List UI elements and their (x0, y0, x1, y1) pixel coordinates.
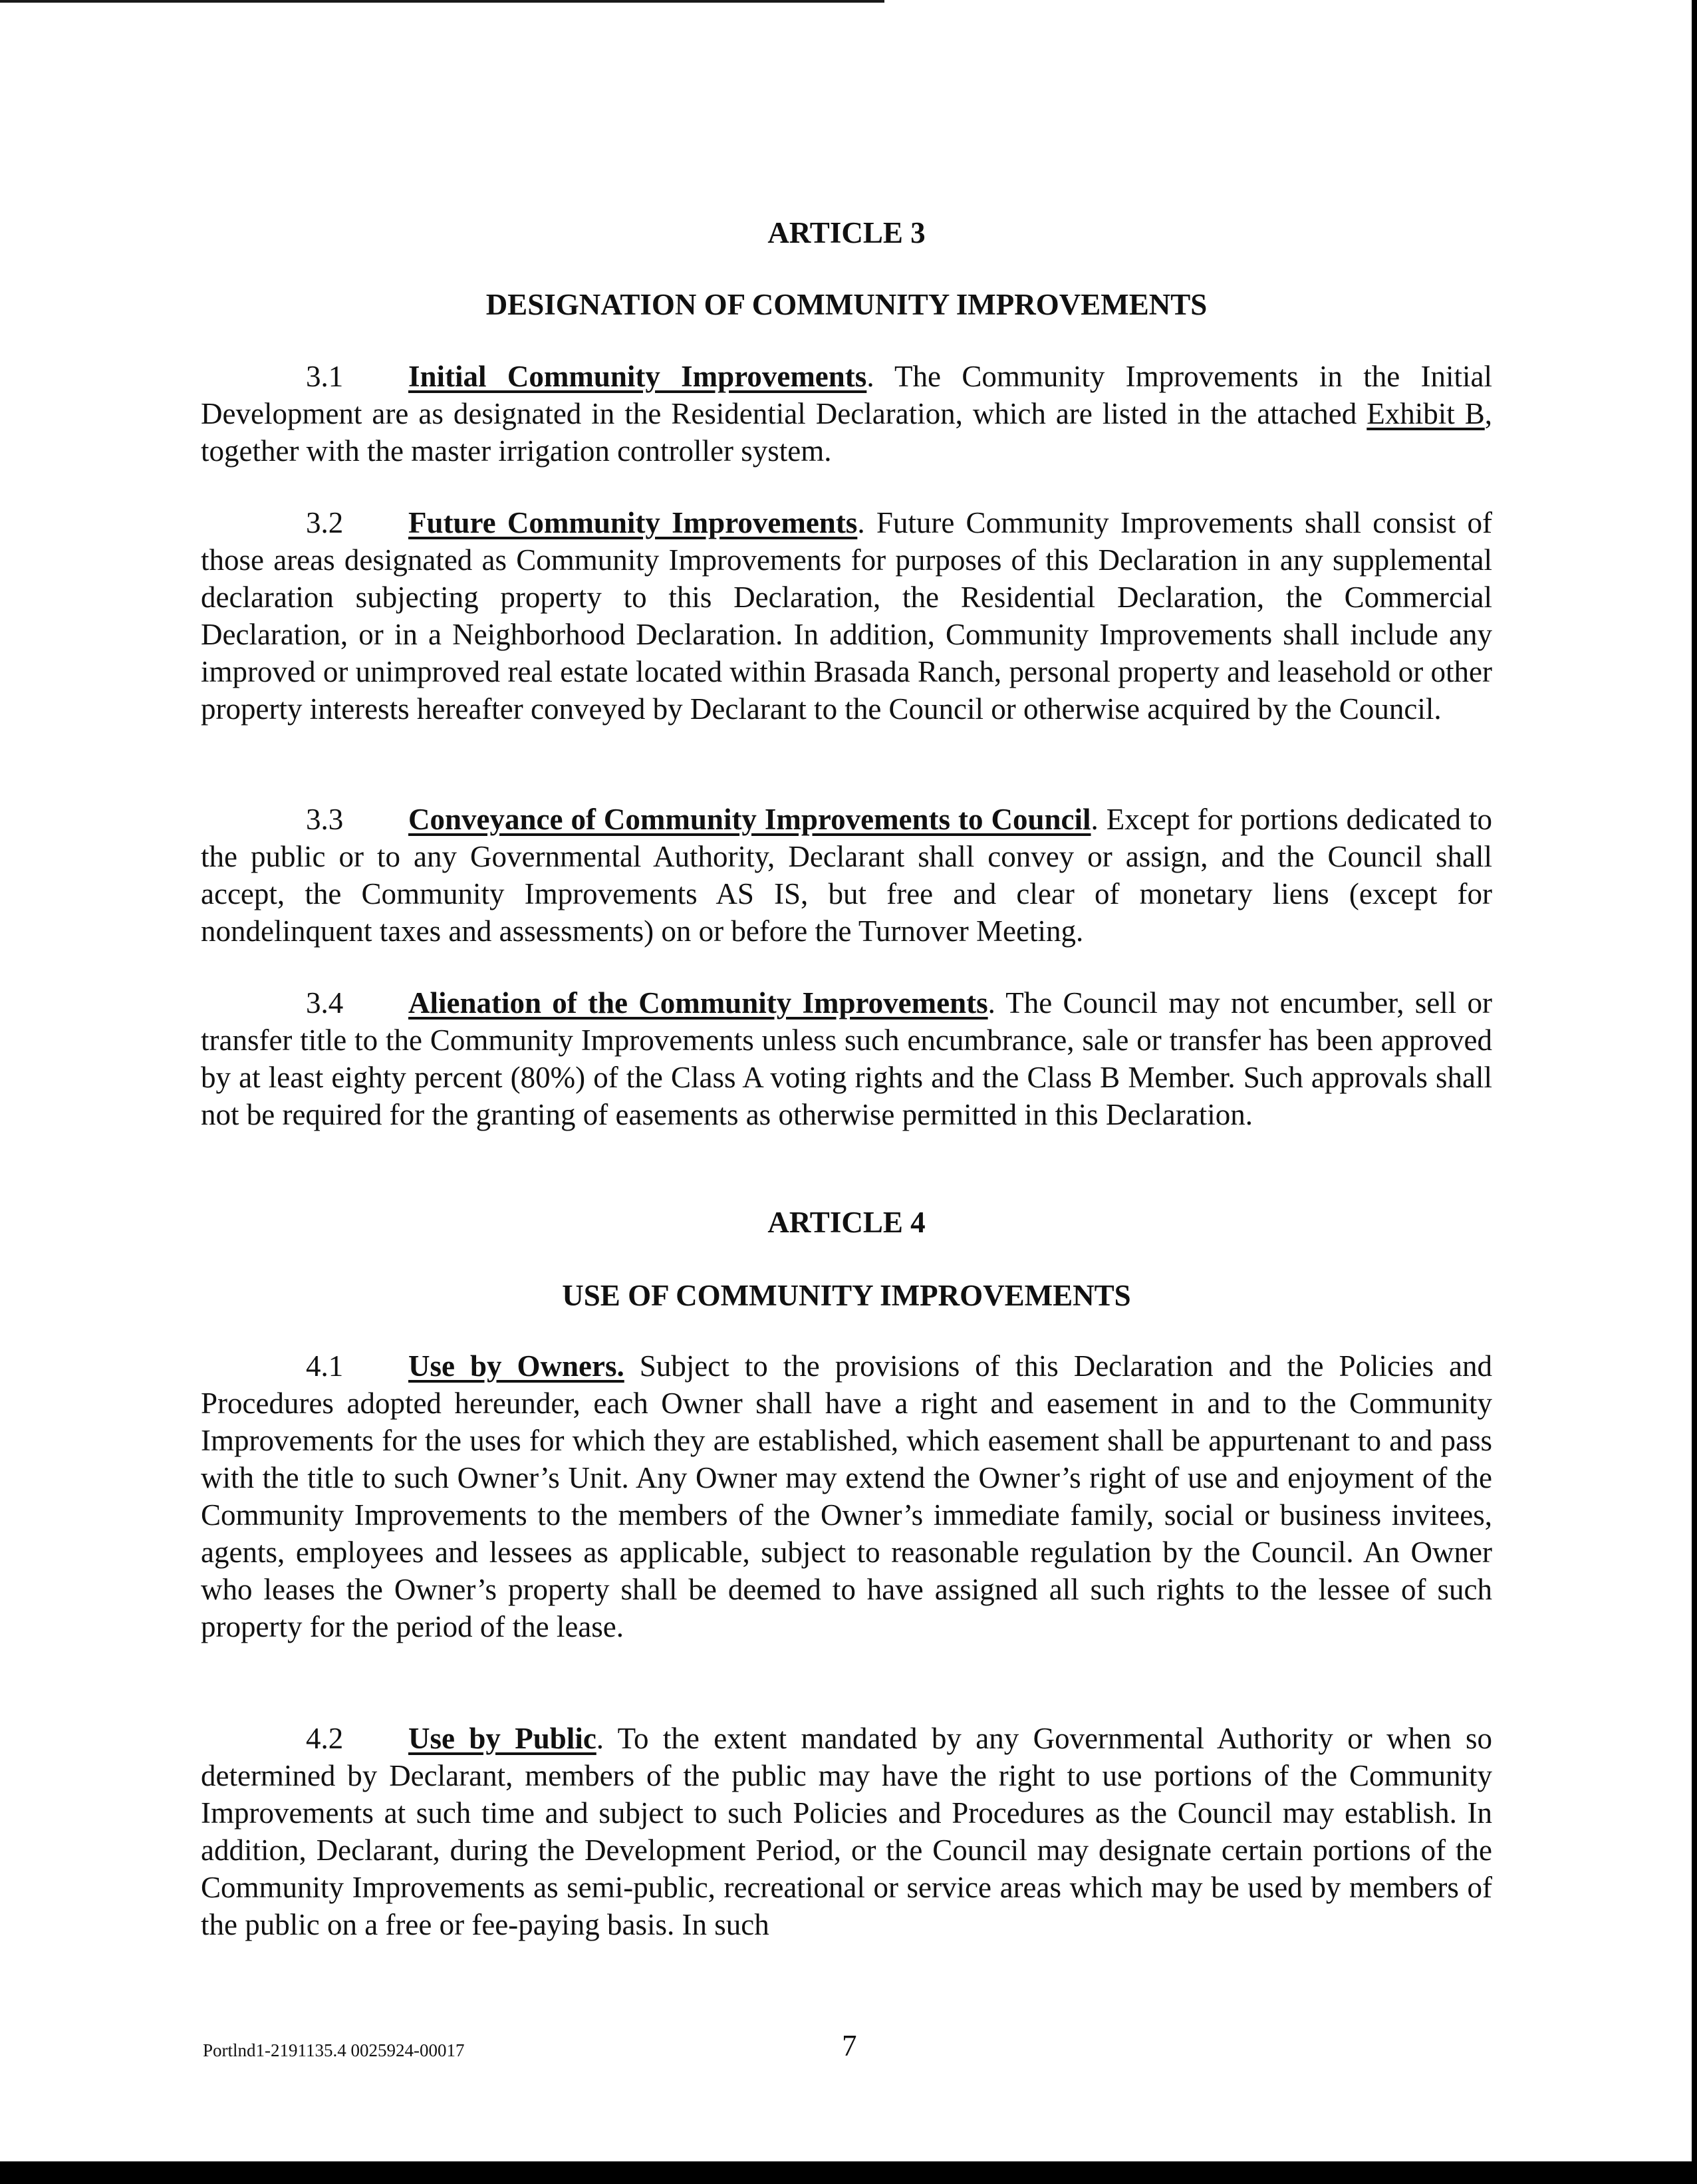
section-text: . To the extent mandated by any Governmental Authority or when so determined by Declarant, members of the public may have the right to use portions of the Community Improvements at such time and subject to such Policies and Procedures as the Council may establish. In addition, Declarant, during the Development Period, or the Council may designate certain portions of the Community Improvements as semi-public, recreational or service areas which may be used by members of the public on a free or fee-paying basis. In such (201, 1722, 1492, 1941)
article-3-heading: ARTICLE 3 (767, 216, 926, 249)
article-4-heading: ARTICLE 4 (767, 1206, 926, 1239)
section-number: 3.1 (306, 360, 344, 393)
section-title: Initial Community Improvements (408, 360, 867, 393)
section-3-3 (201, 801, 1492, 950)
scan-edge-bottom (0, 2161, 1697, 2184)
section-title: Conveyance of Community Improvements to Council (408, 803, 1091, 836)
section-3-1 (201, 358, 1492, 470)
section-text: . Future Community Improvements shall consist of those areas designated as Community Improvements for purposes of this Declaration in any supplemental declaration subjecting property to this Declaration, the Residential Declaration, the Commercial Declaration, or in a Neighborhood Declaration. In addition, Community Improvements shall include any improved or unimproved real estate located within Brasada Ranch, personal property and leasehold or other property interests hereafter conveyed by Declarant to the Council or otherwise acquired by the Council. (201, 506, 1492, 726)
section-number: 3.2 (306, 506, 344, 539)
section-title: Future Community Improvements (408, 506, 858, 539)
page-number: 7 (842, 2029, 857, 2062)
section-title: Alienation of the Community Improvements (408, 986, 988, 1020)
section-title: Use by Owners. (408, 1349, 624, 1383)
article-3-subheading: DESIGNATION OF COMMUNITY IMPROVEMENTS (485, 288, 1208, 321)
document-id: Portlnd1-2191135.4 0025924-00017 (203, 2040, 465, 2060)
section-number: 3.3 (306, 803, 344, 836)
section-text: . The Community Improvements in the Initial Development are as designated in the Residential Declaration, which are listed in the attached (201, 360, 1492, 430)
exhibit-b-reference: Exhibit B (1367, 397, 1485, 430)
article-4-subheading: USE OF COMMUNITY IMPROVEMENTS (562, 1279, 1131, 1312)
scan-edge-right (1692, 0, 1697, 2184)
section-text: Subject to the provisions of this Declaration and the Policies and Procedures adopted hereunder, each Owner shall have a right and easement in and to the Community Improvements for the uses for which they are established, which easement shall be appurtenant to and pass with the title to such Owner’s Unit. Any Owner may extend the Owner’s right of use and enjoyment of the Community Improvements to the members of the Owner’s immediate family, social or business invitees, agents, employees and lessees as applicable, subject to reasonable regulation by the Council. An Owner who leases the Owner’s property shall be deemed to have assigned all such rights to the lessee of such property for the period of the lease. (201, 1349, 1492, 1643)
section-text: . Except for portions dedicated to the public or to any Governmental Authority, Declarant shall convey or assign, and the Council shall accept, the Community Improvements AS IS, but free and clear of monetary liens (except for nondelinquent taxes and assessments) on or before the Turnover Meeting. (201, 803, 1492, 948)
section-3-4 (201, 984, 1492, 1133)
section-text-end: , together with the master irrigation controller system. (201, 397, 1493, 468)
scan-edge-top (0, 0, 884, 3)
section-number: 3.4 (306, 986, 344, 1020)
section-text: . The Council may not encumber, sell or transfer title to the Community Improvements unless such encumbrance, sale or transfer has been approved by at least eighty percent (80%) of the Class A voting rights and the Class B Member. Such approvals shall not be required for the granting of easements as otherwise permitted in this Declaration. (201, 986, 1492, 1131)
section-number: 4.2 (306, 1722, 344, 1755)
section-3-2 (201, 504, 1492, 728)
section-number: 4.1 (306, 1349, 344, 1383)
section-4-1 (201, 1347, 1492, 1645)
section-4-2 (201, 1720, 1492, 1943)
section-title: Use by Public (408, 1722, 596, 1755)
